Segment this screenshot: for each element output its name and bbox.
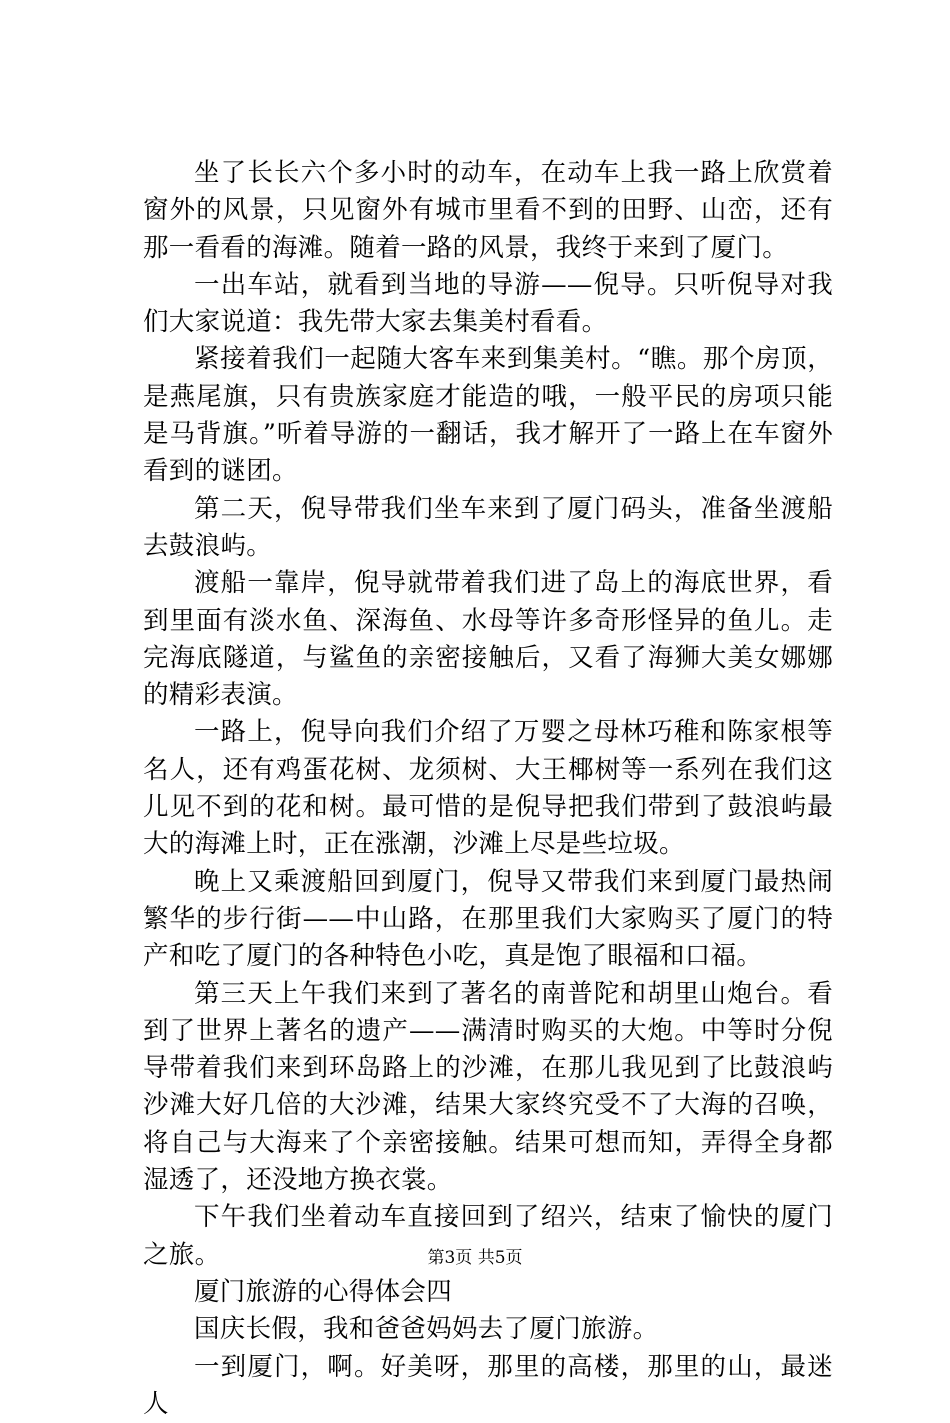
paragraph: 第二天，倪导带我们坐车来到了厦门码头，准备坐渡船去鼓浪屿。 [143,491,833,566]
paragraph: 下午我们坐着动车直接回到了绍兴，结束了愉快的厦门之旅。 [143,1199,833,1274]
paragraph: 坐了长长六个多小时的动车，在动车上我一路上欣赏着窗外的风景，只见窗外有城市里看不到的田野、山峦，还有那一看看的海滩。随着一路的风景，我终于来到了厦门。 [143,155,833,267]
paragraph: 一出车站，就看到当地的导游——倪导。只听倪导对我们大家说道：我先带大家去集美村看看。 [143,267,833,342]
paragraph: 紧接着我们一起随大客车来到集美村。“瞧。那个房顶，是燕尾旗，只有贵族家庭才能造的哦，一般平民的房项只能是马背旗。”听着导游的一翻话，我才解开了一路上在车窗外看到的谜团。 [143,341,833,490]
paragraph: 一路上，倪导向我们介绍了万婴之母林巧稚和陈家根等名人，还有鸡蛋花树、龙须树、大王椰树等一系列在我们这儿见不到的花和树。最可惜的是倪导把我们带到了鼓浪屿最大的海滩上时，正在涨潮，沙滩上尽是些垃圾。 [143,714,833,863]
paragraph: 晚上又乘渡船回到厦门，倪导又带我们来到厦门最热闹繁华的步行街——中山路，在那里我们大家购买了厦门的特产和吃了厦门的各种特色小吃，真是饱了眼福和口福。 [143,864,833,976]
page-number-footer: 第3页 共5页 [0,1247,950,1269]
paragraph: 第三天上午我们来到了著名的南普陀和胡里山炮台。看到了世界上著名的遗产——满清时购买的大炮。中等时分倪导带着我们来到环岛路上的沙滩，在那儿我见到了比鼓浪屿沙滩大好几倍的大沙滩，结果大家终究受不了大海的召唤，将自己与大海来了个亲密接触。结果可想而知，弄得全身都湿透了，还没地方换衣裳。 [143,976,833,1200]
paragraph: 一到厦门，啊。好美呀，那里的高楼，那里的山，最迷人 [143,1349,833,1423]
paragraph: 渡船一靠岸，倪导就带着我们进了岛上的海底世界，看到里面有淡水鱼、深海鱼、水母等许多奇形怪异的鱼儿。走完海底隧道，与鲨鱼的亲密接触后，又看了海狮大美女娜娜的精彩表演。 [143,565,833,714]
document-body [143,155,833,1423]
paragraph: 国庆长假，我和爸爸妈妈去了厦门旅游。 [143,1311,833,1348]
section-heading: 厦门旅游的心得体会四 [143,1274,833,1311]
